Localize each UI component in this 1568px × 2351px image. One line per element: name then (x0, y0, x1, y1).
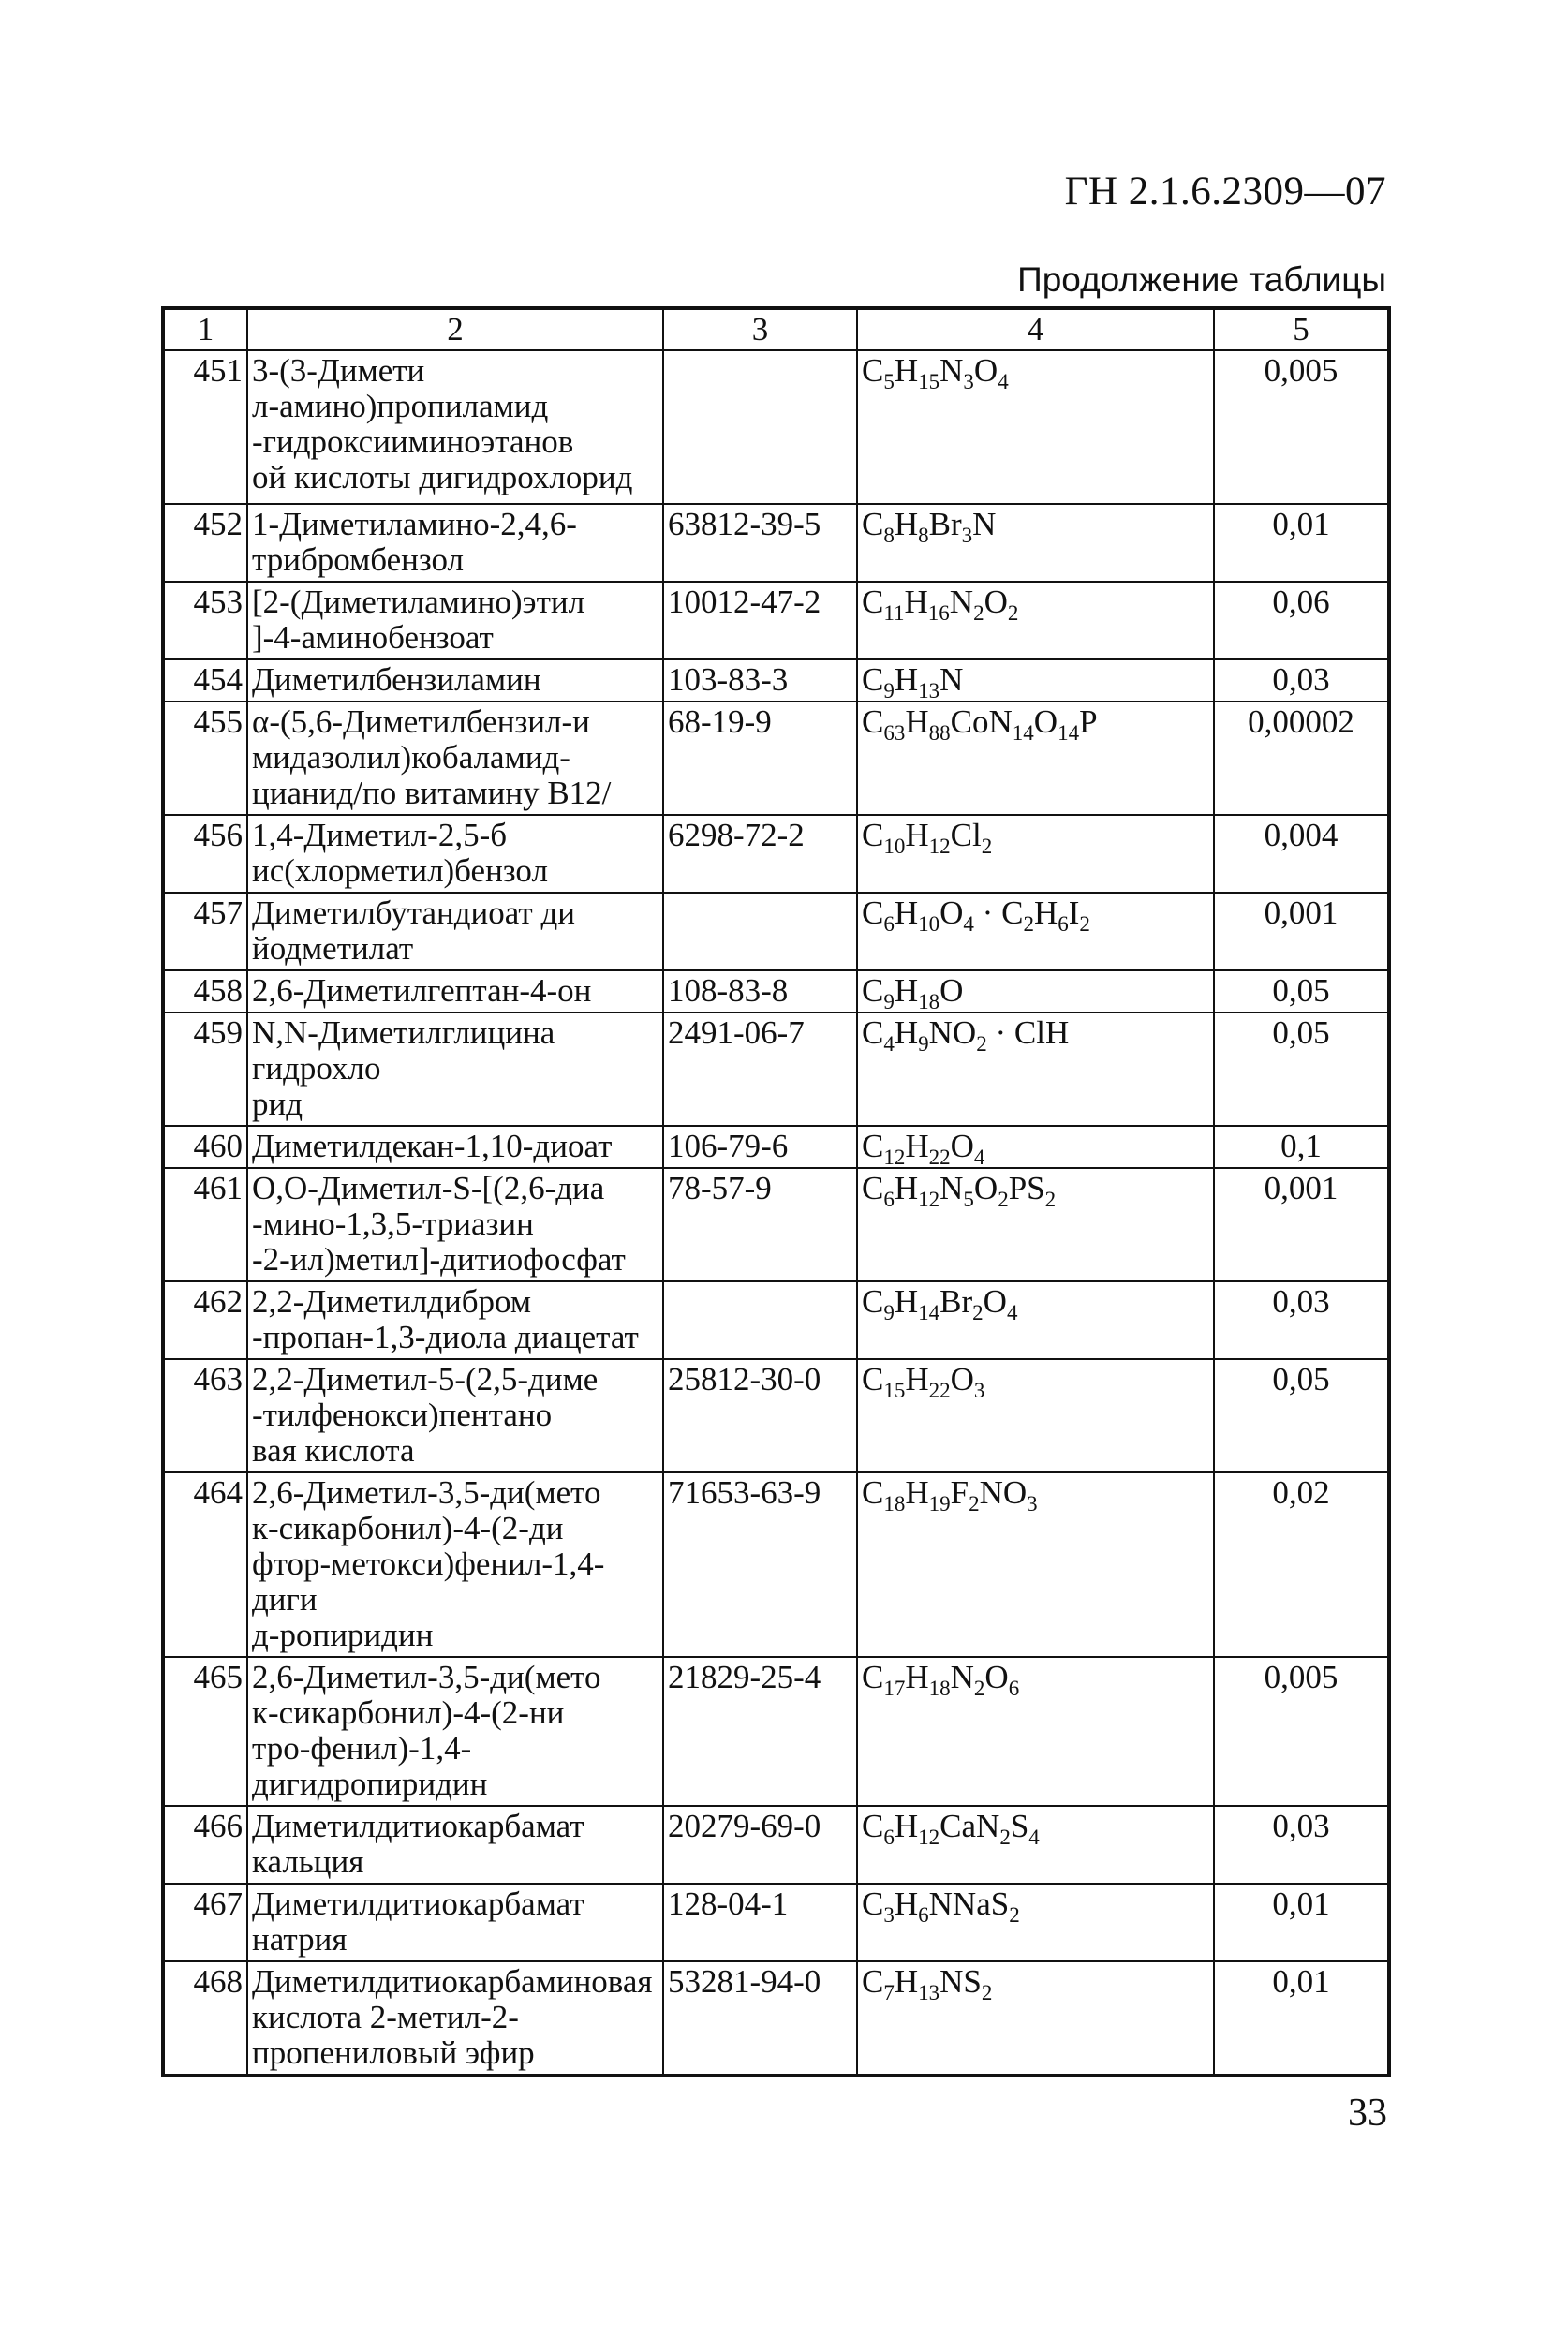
formula-cell: $C_{63}H_{88}CoN_{14}O_{14}P$ (857, 702, 1214, 815)
cas-number-cell: 103-83-3 (663, 659, 857, 702)
limit-value-cell: 0,001 (1214, 1168, 1389, 1281)
substance-name-cell: N,N-Диметилглицина гидрохло рид (247, 1013, 663, 1126)
substance-name-cell: 2,6-Диметилгептан-4-он (247, 970, 663, 1013)
column-header: 1 (163, 308, 247, 350)
formula-cell: $C_{10}H_{12}Cl_2$ (857, 815, 1214, 893)
table-header-row (163, 308, 1389, 350)
limit-value-cell: 0,01 (1214, 1884, 1389, 1961)
limit-value-cell: 0,05 (1214, 1013, 1389, 1126)
cas-number-cell: 20279-69-0 (663, 1806, 857, 1884)
table-row (163, 970, 1389, 1013)
row-number-cell: 462 (163, 1281, 247, 1359)
substance-name-cell: Диметилдекан-1,10-диоат (247, 1126, 663, 1168)
cas-number-cell: 68-19-9 (663, 702, 857, 815)
cas-number-cell: 10012-47-2 (663, 582, 857, 659)
limit-value-cell: 0,03 (1214, 659, 1389, 702)
table-row (163, 815, 1389, 893)
formula-cell: $C_6H_{12}N_5O_2PS_2$ (857, 1168, 1214, 1281)
formula-cell: $C_3H_6NNaS_2$ (857, 1884, 1214, 1961)
formula-cell: $C_9H_{18}O$ (857, 970, 1214, 1013)
formula-cell: $C_9H_{14}Br_2O_4$ (857, 1281, 1214, 1359)
row-number-cell: 465 (163, 1657, 247, 1806)
cas-number-cell: 78-57-9 (663, 1168, 857, 1281)
substance-name-cell: Диметилдитиокарбаминовая кислота 2-метил-2-пропениловый эфир (247, 1961, 663, 2076)
column-header: 3 (663, 308, 857, 350)
substance-name-cell: O,O-Диметил-S-[(2,6-диа -мино-1,3,5-триазин -2-ил)метил]-дитиофосфат (247, 1168, 663, 1281)
table-row (163, 702, 1389, 815)
cas-number-cell: 25812-30-0 (663, 1359, 857, 1472)
page-number: 33 (1348, 2092, 1387, 2135)
column-header: 4 (857, 308, 1214, 350)
cas-number-cell: 21829-25-4 (663, 1657, 857, 1806)
cas-number-cell: 71653-63-9 (663, 1472, 857, 1657)
cas-number-cell: 6298-72-2 (663, 815, 857, 893)
formula-cell: $C_5H_{15}N_3O_4$ (857, 350, 1214, 504)
substances-table (161, 306, 1391, 2077)
substance-name-cell: Диметилбензиламин (247, 659, 663, 702)
column-header: 5 (1214, 308, 1389, 350)
row-number-cell: 467 (163, 1884, 247, 1961)
formula-cell: $C_{11}H_{16}N_2O_2$ (857, 582, 1214, 659)
document-code: ГН 2.1.6.2309—07 (1064, 170, 1386, 214)
row-number-cell: 468 (163, 1961, 247, 2076)
table-row (163, 1657, 1389, 1806)
table-row (163, 1472, 1389, 1657)
substance-name-cell: 1,4-Диметил-2,5-б ис(хлорметил)бензол (247, 815, 663, 893)
substance-name-cell: α-(5,6-Диметилбензил-и мидазолил)кобаламид- цианид/по витамину B12/ (247, 702, 663, 815)
limit-value-cell: 0,05 (1214, 1359, 1389, 1472)
limit-value-cell: 0,01 (1214, 504, 1389, 582)
substance-name-cell: 1-Диметиламино-2,4,6- трибромбензол (247, 504, 663, 582)
limit-value-cell: 0,00002 (1214, 702, 1389, 815)
cas-number-cell (663, 1281, 857, 1359)
table-row (163, 504, 1389, 582)
formula-cell: $C_{18}H_{19}F_2NO_3$ (857, 1472, 1214, 1657)
table-row (163, 1168, 1389, 1281)
limit-value-cell: 0,01 (1214, 1961, 1389, 2076)
row-number-cell: 459 (163, 1013, 247, 1126)
substance-name-cell: 3-(3-Димети л-амино)пропиламид -гидроксииминоэтанов ой кислоты дигидрохлорид (247, 350, 663, 504)
row-number-cell: 455 (163, 702, 247, 815)
formula-cell: $C_7H_{13}NS_2$ (857, 1961, 1214, 2076)
table-row (163, 1961, 1389, 2076)
table-continuation-label: Продолжение таблицы (1017, 260, 1386, 299)
row-number-cell: 460 (163, 1126, 247, 1168)
limit-value-cell: 0,004 (1214, 815, 1389, 893)
cas-number-cell (663, 350, 857, 504)
row-number-cell: 464 (163, 1472, 247, 1657)
formula-cell: $C_6H_{12}CaN_2S_4$ (857, 1806, 1214, 1884)
formula-cell: $C_8H_8Br_3N$ (857, 504, 1214, 582)
row-number-cell: 456 (163, 815, 247, 893)
table-row (163, 1281, 1389, 1359)
row-number-cell: 454 (163, 659, 247, 702)
substance-name-cell: Диметилдитиокарбамат натрия (247, 1884, 663, 1961)
table-row (163, 1013, 1389, 1126)
cas-number-cell: 108-83-8 (663, 970, 857, 1013)
limit-value-cell: 0,1 (1214, 1126, 1389, 1168)
row-number-cell: 458 (163, 970, 247, 1013)
cas-number-cell: 53281-94-0 (663, 1961, 857, 2076)
cas-number-cell (663, 893, 857, 970)
formula-cell: $C_{12}H_{22}O_4$ (857, 1126, 1214, 1168)
formula-cell: $C_6H_{10}O_4 \cdot C_2H_6I_2$ (857, 893, 1214, 970)
substance-name-cell: Диметилбутандиоат ди йодметилат (247, 893, 663, 970)
cas-number-cell: 2491-06-7 (663, 1013, 857, 1126)
limit-value-cell: 0,005 (1214, 350, 1389, 504)
row-number-cell: 452 (163, 504, 247, 582)
substance-name-cell: 2,2-Диметилдибром -пропан-1,3-диола диацетат (247, 1281, 663, 1359)
table-row (163, 1359, 1389, 1472)
substance-name-cell: [2-(Диметиламино)этил ]-4-аминобензоат (247, 582, 663, 659)
table-row (163, 350, 1389, 504)
formula-cell: $C_{15}H_{22}O_3$ (857, 1359, 1214, 1472)
column-header: 2 (247, 308, 663, 350)
cas-number-cell: 128-04-1 (663, 1884, 857, 1961)
table-row (163, 1806, 1389, 1884)
row-number-cell: 451 (163, 350, 247, 504)
cas-number-cell: 63812-39-5 (663, 504, 857, 582)
table-row (163, 659, 1389, 702)
limit-value-cell: 0,005 (1214, 1657, 1389, 1806)
limit-value-cell: 0,02 (1214, 1472, 1389, 1657)
row-number-cell: 466 (163, 1806, 247, 1884)
limit-value-cell: 0,03 (1214, 1281, 1389, 1359)
limit-value-cell: 0,001 (1214, 893, 1389, 970)
table-row (163, 1884, 1389, 1961)
substance-name-cell: Диметилдитиокарбамат кальция (247, 1806, 663, 1884)
limit-value-cell: 0,06 (1214, 582, 1389, 659)
formula-cell: $C_{17}H_{18}N_2O_6$ (857, 1657, 1214, 1806)
table-row (163, 582, 1389, 659)
substance-name-cell: 2,6-Диметил-3,5-ди(мето к-сикарбонил)-4-(2-ди фтор-метокси)фенил-1,4-диги д-ропиридин (247, 1472, 663, 1657)
row-number-cell: 457 (163, 893, 247, 970)
formula-cell: $C_4H_9NO_2$ · ClH (857, 1013, 1214, 1126)
cas-number-cell: 106-79-6 (663, 1126, 857, 1168)
limit-value-cell: 0,03 (1214, 1806, 1389, 1884)
limit-value-cell: 0,05 (1214, 970, 1389, 1013)
table-row (163, 1126, 1389, 1168)
substance-name-cell: 2,6-Диметил-3,5-ди(мето к-сикарбонил)-4-(2-ни тро-фенил)-1,4-дигидропиридин (247, 1657, 663, 1806)
row-number-cell: 463 (163, 1359, 247, 1472)
row-number-cell: 453 (163, 582, 247, 659)
row-number-cell: 461 (163, 1168, 247, 1281)
formula-cell: $C_9H_{13}N$ (857, 659, 1214, 702)
substance-name-cell: 2,2-Диметил-5-(2,5-диме -тилфенокси)пентано вая кислота (247, 1359, 663, 1472)
table-row (163, 893, 1389, 970)
